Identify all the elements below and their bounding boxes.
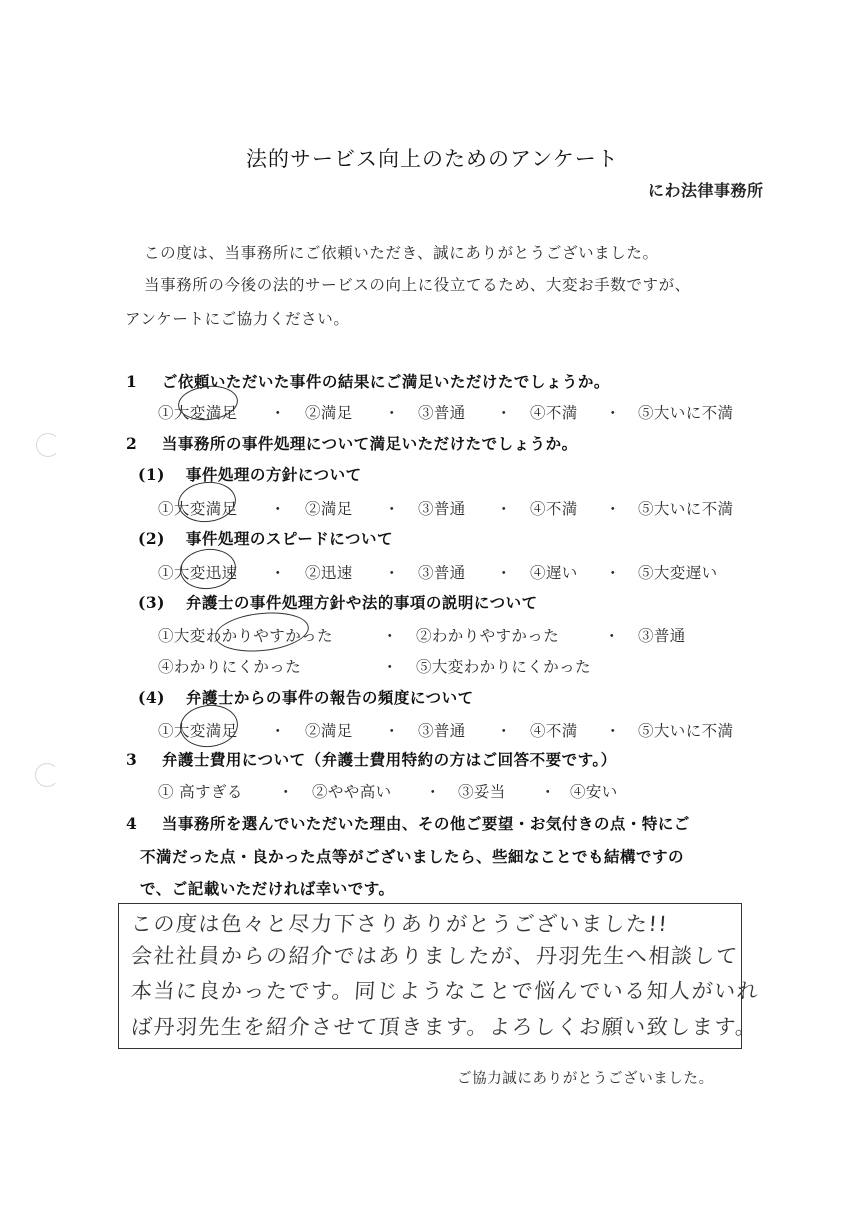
q3-option-4[interactable]: ④安い — [570, 783, 618, 801]
separator-dot: ・ — [496, 564, 512, 582]
question-4-line-2: 不満だった点・良かった点等がございましたら、些細なことでも結構ですの — [140, 847, 685, 866]
separator-dot: ・ — [540, 783, 556, 801]
closing-thanks: ご協力誠にありがとうございました。 — [457, 1071, 714, 1087]
separator-dot: ・ — [384, 500, 400, 518]
question-text: ご依頼いただいた事件の結果にご満足いただけたでしょうか。 — [161, 372, 610, 391]
separator-dot: ・ — [270, 722, 286, 740]
question-3 — [126, 748, 617, 770]
question-number: 4 — [126, 814, 138, 833]
q2-4-option-2[interactable]: ②満足 — [305, 722, 353, 740]
q3-option-1[interactable]: ① 高すぎる — [158, 783, 243, 801]
question-text: 弁護士費用について（弁護士費用特約の方はご回答不要です。） — [161, 750, 617, 769]
separator-dot: ・ — [382, 627, 398, 645]
sub-question-number: (1) — [138, 465, 165, 484]
q2-1-option-3[interactable]: ③普通 — [418, 500, 466, 518]
separator-dot: ・ — [496, 500, 512, 518]
question-2-1 — [138, 463, 362, 485]
comment-line-2: 会社社員からの紹介ではありましたが、丹羽先生へ相談して — [130, 944, 740, 968]
question-4-line-1 — [126, 812, 690, 834]
q2-4-option-1[interactable]: ①大変満足 — [158, 722, 238, 740]
q3-option-2[interactable]: ②やや高い — [312, 783, 392, 801]
q1-option-1[interactable]: ①大変満足 — [158, 404, 238, 422]
sub-question-text: 事件処理のスピードについて — [185, 529, 393, 548]
question-2-4 — [138, 686, 474, 708]
q1-option-5[interactable]: ⑤大いに不満 — [638, 404, 734, 422]
comment-line-1: この度は色々と尽力下さりありがとうございました!! — [130, 912, 670, 936]
q2-3-option-5[interactable]: ⑤大変わかりにくかった — [416, 658, 591, 676]
sub-question-number: (2) — [138, 529, 165, 548]
sub-question-text: 弁護士からの事件の報告の頻度について — [185, 688, 474, 707]
q1-option-3[interactable]: ③普通 — [418, 404, 466, 422]
q2-3-option-2[interactable]: ②わかりやすかった — [416, 627, 560, 645]
intro-line-3: アンケートにご協力ください。 — [125, 310, 350, 328]
q2-3-option-3[interactable]: ③普通 — [638, 627, 686, 645]
question-4-line-3: で、ご記載いただければ幸いです。 — [140, 879, 395, 898]
sub-question-number: (3) — [138, 593, 165, 612]
separator-dot: ・ — [270, 500, 286, 518]
separator-dot: ・ — [605, 564, 621, 582]
question-1 — [126, 370, 610, 392]
q2-1-option-1[interactable]: ①大変満足 — [158, 500, 238, 518]
q2-1-option-2[interactable]: ②満足 — [305, 500, 353, 518]
q2-2-option-5[interactable]: ⑤大変遅い — [638, 564, 718, 582]
punch-hole-bottom — [35, 763, 59, 787]
comment-line-3: 本当に良かったです。同じようなことで悩んでいる知人がいれ — [130, 979, 761, 1003]
separator-dot: ・ — [384, 564, 400, 582]
question-2-2 — [138, 527, 393, 549]
sub-question-number: (4) — [138, 688, 165, 707]
intro-line-1: この度は、当事務所にご依頼いただき、誠にありがとうございました。 — [144, 244, 659, 262]
q2-4-option-3[interactable]: ③普通 — [418, 722, 466, 740]
separator-dot: ・ — [384, 404, 400, 422]
intro-line-2: 当事務所の今後の法的サービスの向上に役立てるため、大変お手数ですが、 — [144, 276, 691, 294]
separator-dot: ・ — [382, 658, 398, 676]
q3-option-3[interactable]: ③妥当 — [458, 783, 506, 801]
q2-4-option-5[interactable]: ⑤大いに不満 — [638, 722, 734, 740]
q2-2-option-3[interactable]: ③普通 — [418, 564, 466, 582]
question-number: 3 — [126, 750, 138, 769]
separator-dot: ・ — [605, 404, 621, 422]
q2-1-option-4[interactable]: ④不満 — [530, 500, 578, 518]
punch-hole-top — [36, 433, 60, 457]
question-number: 1 — [126, 372, 138, 391]
separator-dot: ・ — [384, 722, 400, 740]
separator-dot: ・ — [496, 722, 512, 740]
question-number: 2 — [126, 434, 138, 453]
comment-line-4: ば丹羽先生を紹介させて頂きます。よろしくお願い致します。 — [130, 1015, 759, 1039]
separator-dot: ・ — [496, 404, 512, 422]
sub-question-text: 弁護士の事件処理方針や法的事項の説明について — [185, 593, 538, 612]
comment-textarea[interactable] — [118, 903, 761, 1049]
firm-name: にわ法律事務所 — [648, 181, 764, 200]
q2-2-option-1[interactable]: ①大変迅速 — [158, 564, 238, 582]
question-text: 当事務所を選んでいただいた理由、その他ご要望・お気付きの点・特にご — [161, 814, 690, 833]
separator-dot: ・ — [605, 500, 621, 518]
separator-dot: ・ — [270, 404, 286, 422]
q1-option-4[interactable]: ④不満 — [530, 404, 578, 422]
sub-question-text: 事件処理の方針について — [185, 465, 362, 484]
question-2-3 — [138, 591, 538, 613]
q2-2-option-2[interactable]: ②迅速 — [305, 564, 353, 582]
page-title: 法的サービス向上のためのアンケート — [246, 147, 619, 171]
q2-2-option-4[interactable]: ④遅い — [530, 564, 578, 582]
q1-option-2[interactable]: ②満足 — [305, 404, 353, 422]
separator-dot: ・ — [278, 783, 294, 801]
separator-dot: ・ — [605, 722, 621, 740]
question-text: 当事務所の事件処理について満足いただけたでしょうか。 — [161, 434, 578, 453]
q2-3-option-1[interactable]: ①大変わかりやすかった — [158, 627, 333, 645]
q2-4-option-4[interactable]: ④不満 — [530, 722, 578, 740]
separator-dot: ・ — [270, 564, 286, 582]
question-2 — [126, 432, 578, 454]
separator-dot: ・ — [425, 783, 441, 801]
q2-1-option-5[interactable]: ⑤大いに不満 — [638, 500, 734, 518]
separator-dot: ・ — [604, 627, 620, 645]
q2-3-option-4[interactable]: ④わかりにくかった — [158, 658, 302, 676]
